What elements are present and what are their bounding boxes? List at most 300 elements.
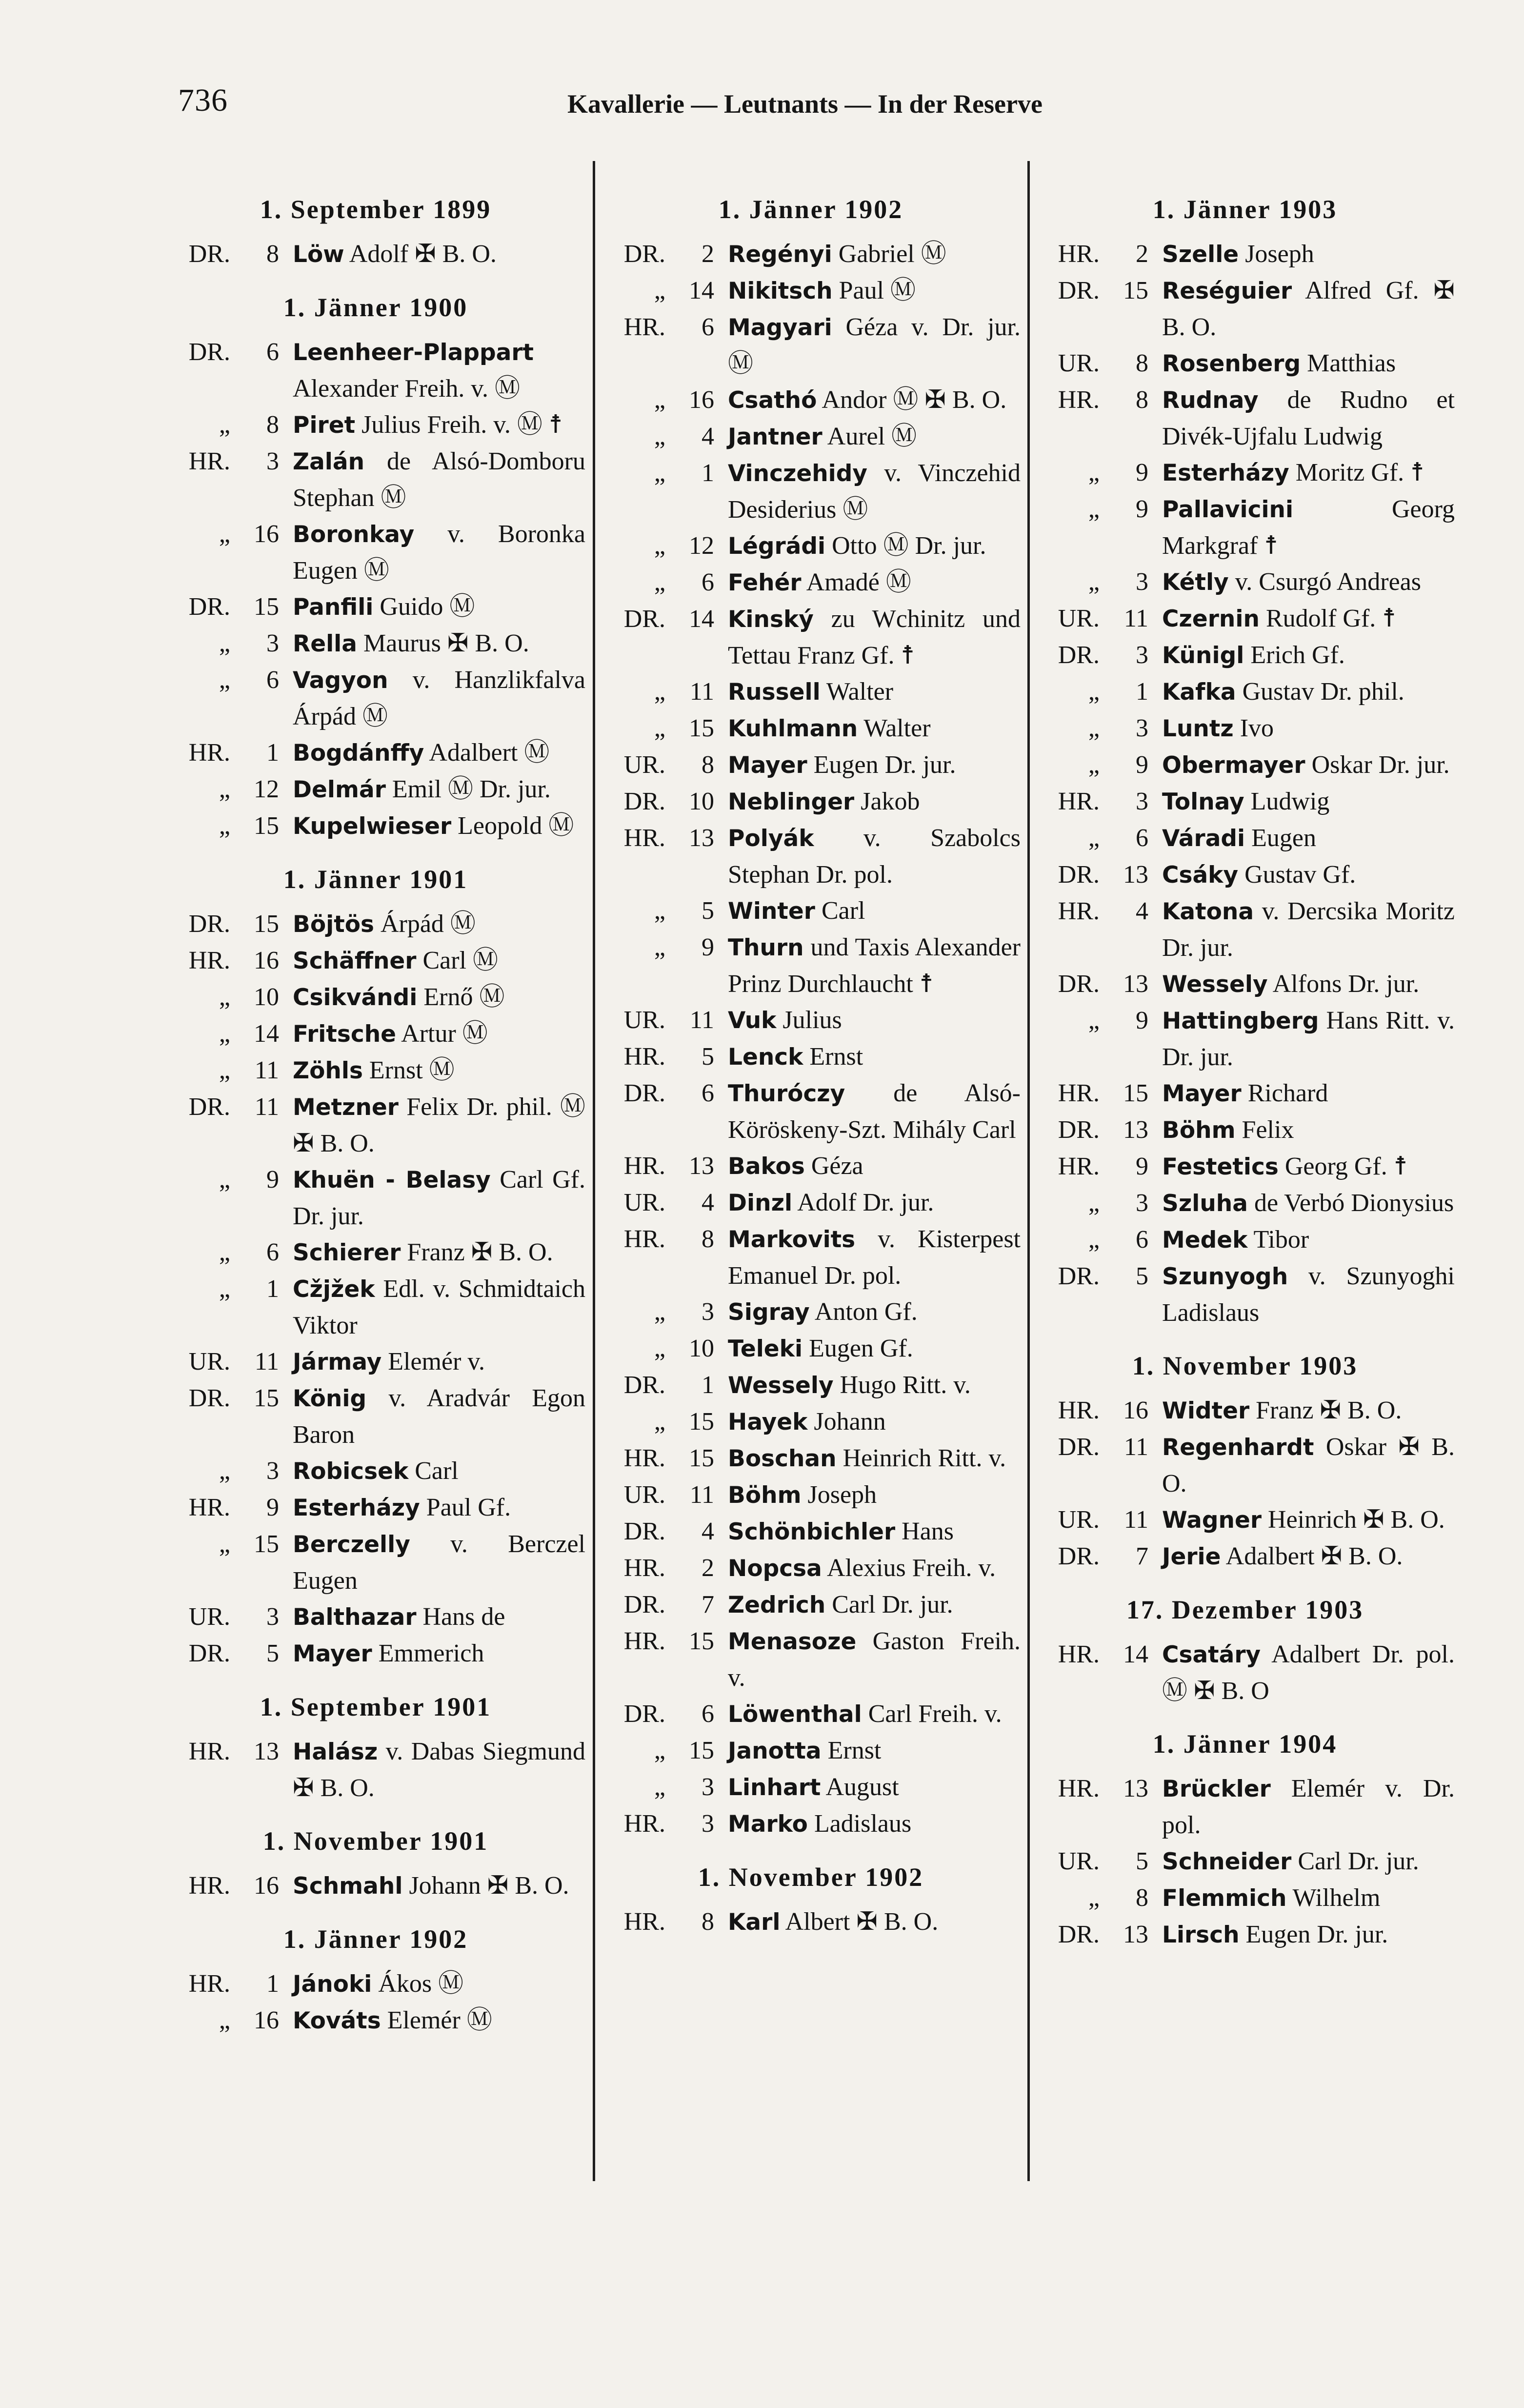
surname: Polyák	[728, 825, 814, 852]
regiment-type: DR.	[623, 1371, 665, 1399]
officer-entry	[166, 1052, 585, 1089]
officer-entry	[1035, 1185, 1455, 1222]
officer-entry	[601, 1367, 1021, 1404]
officer-name	[1162, 1917, 1455, 1953]
name-details: Paul Ⓜ	[832, 277, 916, 304]
officer-name	[728, 1367, 1021, 1404]
regiment-type: HR.	[623, 1627, 665, 1655]
regiment-number: 15	[254, 1384, 279, 1412]
regiment-number: 16	[254, 947, 279, 974]
regiment-type: „	[654, 459, 665, 487]
officer-name	[1162, 1112, 1455, 1149]
officer-name	[728, 784, 1021, 820]
officer-name	[728, 674, 1021, 710]
name-details: Julius Freih. v. Ⓜ ☨	[355, 411, 563, 439]
name-details: Ákos Ⓜ	[372, 1970, 464, 1998]
name-details: Julius	[776, 1006, 842, 1034]
officer-name	[1162, 893, 1455, 966]
regiment-type: HR.	[623, 1554, 665, 1582]
officer-entry	[601, 1404, 1021, 1440]
regiment-type: „	[654, 1773, 665, 1801]
regiment-number: 10	[689, 788, 714, 815]
surname: Rosenberg	[1162, 350, 1301, 377]
surname: Lirsch	[1162, 1922, 1240, 1948]
surname: Jantner	[728, 424, 822, 450]
surname: Csatáry	[1162, 1641, 1261, 1668]
regiment-number: 4	[702, 1518, 714, 1545]
officer-name	[1162, 857, 1455, 893]
officer-entry	[166, 516, 585, 589]
regiment-number: 3	[702, 1773, 714, 1801]
regiment-number: 1	[1136, 678, 1148, 706]
name-details: Alfons Dr. jur.	[1267, 970, 1420, 998]
surname: Böjtös	[293, 911, 374, 938]
officer-entry	[1035, 1880, 1455, 1917]
regiment-type: „	[219, 629, 230, 657]
surname: Neblinger	[728, 789, 855, 815]
regiment-type: DR.	[188, 1093, 230, 1121]
surname: Kupelwieser	[293, 813, 452, 840]
officer-entry	[166, 626, 585, 662]
officer-entry	[601, 382, 1021, 419]
officer-entry	[1035, 1843, 1455, 1880]
name-details: Eugen Dr. jur.	[1239, 1921, 1388, 1948]
officer-entry	[601, 893, 1021, 930]
officer-name	[1162, 1149, 1455, 1185]
surname: Marko	[728, 1811, 808, 1838]
regiment-type: „	[219, 1275, 230, 1303]
regiment-number: 3	[1136, 714, 1148, 742]
regiment-number: 3	[702, 1298, 714, 1326]
regiment-number: 6	[266, 338, 279, 366]
officer-entry	[166, 1380, 585, 1453]
regiment-number: 13	[1123, 1775, 1148, 1802]
regiment-number: 6	[1136, 824, 1148, 852]
officer-name	[293, 626, 585, 662]
name-details: Alexius Freih. v.	[822, 1554, 996, 1582]
regiment-number: 9	[1136, 495, 1148, 523]
officer-entry	[601, 309, 1021, 382]
regiment-number: 2	[702, 1554, 714, 1582]
regiment-type: DR.	[188, 338, 230, 366]
officer-name	[728, 1696, 1021, 1733]
officer-entry	[1035, 710, 1455, 747]
date-section	[601, 191, 1021, 1842]
regiment-number: 1	[266, 1970, 279, 1998]
regiment-type: „	[654, 1335, 665, 1362]
name-details: Carl	[408, 1457, 459, 1485]
regiment-number: 9	[1136, 751, 1148, 779]
regiment-number: 5	[702, 897, 714, 925]
regiment-type: „	[654, 1298, 665, 1326]
surname: Vuk	[728, 1007, 777, 1034]
officer-name	[293, 1089, 585, 1162]
regiment-type: DR.	[623, 240, 665, 268]
regiment-number: 15	[254, 593, 279, 621]
column-1	[166, 181, 585, 2056]
regiment-number: 8	[266, 411, 279, 439]
officer-entry	[166, 943, 585, 979]
officer-name	[293, 906, 585, 943]
regiment-type: HR.	[1058, 1396, 1100, 1424]
name-details: Johann	[807, 1408, 886, 1436]
officer-entry	[1035, 1429, 1455, 1502]
surname: Mayer	[1162, 1080, 1242, 1107]
regiment-type: DR.	[1058, 1433, 1100, 1461]
regiment-type: „	[654, 897, 665, 925]
surname: Thuróczy	[728, 1080, 845, 1107]
surname: Dinzl	[728, 1190, 793, 1216]
name-details: Hans de	[416, 1603, 505, 1631]
name-details: de Alsó-Köröskeny-Szt. Mihály Carl	[728, 1079, 1021, 1144]
officer-name	[1162, 1393, 1455, 1429]
name-details: Ladislaus	[807, 1810, 912, 1838]
regiment-number: 10	[689, 1335, 714, 1362]
regiment-type: DR.	[1058, 1921, 1100, 1948]
regiment-type: DR.	[188, 240, 230, 268]
regiment-type: HR.	[1058, 1640, 1100, 1668]
officer-entry	[601, 601, 1021, 674]
officer-name	[1162, 1502, 1455, 1538]
regiment-type: HR.	[623, 1810, 665, 1838]
regiment-type: HR.	[623, 1444, 665, 1472]
officer-name	[728, 1221, 1021, 1294]
officer-name	[1162, 273, 1455, 345]
name-details: v. Hanzlikfalva Árpád Ⓜ	[293, 666, 585, 730]
surname: Regenhardt	[1162, 1434, 1314, 1461]
regiment-type: HR.	[1058, 788, 1100, 815]
officer-name	[728, 1587, 1021, 1623]
officer-entry	[601, 1039, 1021, 1075]
surname: Markovits	[728, 1226, 856, 1253]
regiment-number: 11	[689, 1481, 714, 1509]
name-details: v. Szunyoghi Ladislaus	[1162, 1262, 1455, 1327]
officer-entry	[166, 1966, 585, 2003]
regiment-number: 13	[689, 824, 714, 852]
surname: Váradi	[1162, 825, 1245, 852]
officer-name	[728, 1331, 1021, 1367]
officer-entry	[1035, 637, 1455, 674]
officer-name	[1162, 382, 1455, 455]
officer-name	[1162, 345, 1455, 382]
name-details: Emmerich	[372, 1639, 484, 1667]
regiment-type: UR.	[623, 1481, 665, 1509]
officer-entry	[166, 1599, 585, 1636]
regiment-type: DR.	[1058, 1116, 1100, 1144]
page-header	[0, 82, 1524, 131]
regiment-number: 6	[1136, 1226, 1148, 1254]
officer-name	[728, 1002, 1021, 1039]
officer-name	[1162, 601, 1455, 637]
officer-name	[1162, 820, 1455, 857]
officer-name	[728, 1477, 1021, 1514]
surname: Nikitsch	[728, 278, 833, 304]
regiment-number: 11	[1123, 1433, 1148, 1461]
surname: Schierer	[293, 1239, 401, 1266]
regiment-type: DR.	[1058, 277, 1100, 304]
officer-entry	[601, 1733, 1021, 1769]
running-title: Kavallerie — Leutnants — In der Reserve	[567, 89, 1043, 119]
name-details: Géza v. Dr. jur. Ⓜ	[728, 313, 1021, 378]
regiment-type: UR.	[1058, 1506, 1100, 1534]
officer-name	[293, 334, 585, 407]
section-date-heading: 1. September 1899	[260, 195, 492, 224]
surname: Halász	[293, 1739, 378, 1765]
name-details: Walter	[858, 714, 931, 742]
name-details: Eugen Dr. jur.	[807, 751, 956, 779]
page-number: 736	[178, 82, 228, 118]
officer-entry	[166, 808, 585, 845]
officer-entry	[601, 1623, 1021, 1696]
name-details: Hans Ritt. v. Dr. jur.	[1162, 1007, 1455, 1071]
officer-entry	[601, 1075, 1021, 1148]
officer-name	[728, 273, 1021, 309]
name-details: Georg Gf. ☨	[1278, 1153, 1408, 1180]
officer-name	[728, 1294, 1021, 1331]
regiment-number: 9	[266, 1494, 279, 1521]
officer-name	[1162, 1222, 1455, 1258]
surname: Sigray	[728, 1299, 810, 1326]
name-details: Alfred Gf. ✠ B. O.	[1162, 277, 1455, 341]
section-date-heading: 1. September 1901	[260, 1692, 492, 1721]
section-date-heading: 1. Jänner 1904	[1152, 1729, 1338, 1759]
name-details: Carl Gf. Dr. jur.	[293, 1166, 585, 1230]
surname: Boschan	[728, 1445, 837, 1472]
name-details: Felix	[1235, 1116, 1294, 1144]
officer-entry	[601, 528, 1021, 565]
officer-name	[293, 979, 585, 1016]
column-3	[1035, 181, 1455, 1970]
regiment-type: DR.	[623, 1518, 665, 1545]
officer-name	[728, 1440, 1021, 1477]
officer-name	[728, 1904, 1021, 1941]
name-details: Erich Gf.	[1244, 641, 1345, 669]
regiment-type: HR.	[623, 1043, 665, 1071]
officer-entry	[1035, 1771, 1455, 1843]
surname: Reséguier	[1162, 278, 1292, 304]
regiment-number: 15	[1123, 277, 1148, 304]
regiment-number: 8	[702, 751, 714, 779]
surname: Hayek	[728, 1409, 808, 1436]
name-details: Albert ✠ B. O.	[780, 1908, 939, 1936]
surname: Khuën - Belasy	[293, 1167, 491, 1194]
regiment-number: 8	[1136, 349, 1148, 377]
regiment-number: 12	[689, 532, 714, 560]
name-details: Elemér Ⓜ	[381, 2006, 492, 2034]
name-details: Artur Ⓜ	[396, 1020, 488, 1048]
regiment-number: 13	[1123, 861, 1148, 889]
officer-entry	[166, 1089, 585, 1162]
surname: Menasoze	[728, 1628, 857, 1655]
officer-entry	[601, 1331, 1021, 1367]
officer-name	[1162, 1637, 1455, 1709]
regiment-type: HR.	[623, 1908, 665, 1936]
date-section	[1035, 1348, 1455, 1575]
officer-entry	[166, 1234, 585, 1271]
officer-name	[1162, 564, 1455, 601]
regiment-type: „	[219, 1020, 230, 1048]
officer-name	[1162, 236, 1455, 273]
regiment-number: 4	[702, 423, 714, 450]
date-section	[166, 1823, 585, 1904]
name-details: Carl Dr. jur.	[1291, 1847, 1419, 1875]
name-details: Adolf ✠ B. O.	[344, 240, 497, 268]
surname: Csathó	[728, 387, 817, 414]
surname: Hattingberg	[1162, 1008, 1319, 1034]
name-details: de Verbó Dionysius	[1247, 1189, 1454, 1217]
regiment-type: „	[1088, 1226, 1100, 1254]
name-details: Adalbert Dr. pol. Ⓜ ✠ B. O	[1162, 1640, 1455, 1705]
officer-entry	[1035, 857, 1455, 893]
name-details: Gustav Dr. phil.	[1236, 678, 1404, 706]
officer-entry	[1035, 345, 1455, 382]
regiment-type: HR.	[188, 947, 230, 974]
regiment-type: „	[1088, 824, 1100, 852]
officer-entry	[1035, 491, 1455, 564]
regiment-number: 5	[1136, 1847, 1148, 1875]
regiment-type: DR.	[1058, 970, 1100, 998]
officer-entry	[1035, 1003, 1455, 1075]
officer-entry	[601, 1440, 1021, 1477]
officer-name	[728, 419, 1021, 455]
officer-entry	[166, 444, 585, 516]
section-date-heading: 1. Jänner 1902	[283, 1924, 468, 1954]
name-details: v. Vinczehid Desiderius Ⓜ	[728, 459, 1021, 524]
officer-name	[728, 601, 1021, 674]
officer-entry	[601, 1696, 1021, 1733]
regiment-number: 15	[254, 812, 279, 840]
officer-name	[293, 808, 585, 845]
regiment-number: 1	[266, 1275, 279, 1303]
officer-entry	[1035, 747, 1455, 784]
officer-entry	[601, 1221, 1021, 1294]
regiment-number: 8	[1136, 1884, 1148, 1912]
regiment-number: 11	[254, 1093, 279, 1121]
regiment-type: DR.	[1058, 1262, 1100, 1290]
name-details: Amadé Ⓜ	[801, 568, 911, 596]
name-details: Carl	[815, 897, 865, 925]
surname: Schönbichler	[728, 1518, 896, 1545]
officer-entry	[601, 1769, 1021, 1806]
regiment-type: HR.	[1058, 897, 1100, 925]
surname: Kétly	[1162, 569, 1229, 596]
surname: Vinczehidy	[728, 460, 868, 487]
officer-entry	[166, 1344, 585, 1380]
officer-name	[728, 1185, 1021, 1221]
regiment-type: „	[654, 714, 665, 742]
regiment-number: 4	[1136, 897, 1148, 925]
regiment-type: UR.	[1058, 605, 1100, 632]
regiment-type: „	[219, 1530, 230, 1558]
regiment-type: „	[654, 386, 665, 414]
name-details: Aurel Ⓜ	[822, 423, 917, 450]
surname: Kinský	[728, 606, 814, 633]
officer-entry	[166, 735, 585, 771]
regiment-number: 14	[689, 605, 714, 633]
surname: Wessely	[1162, 971, 1268, 998]
surname: Thurn	[728, 934, 804, 961]
surname: Regényi	[728, 241, 832, 268]
regiment-number: 8	[702, 1908, 714, 1936]
regiment-type: „	[219, 2006, 230, 2034]
officer-name	[293, 1234, 585, 1271]
regiment-number: 14	[254, 1020, 279, 1048]
regiment-type: „	[654, 277, 665, 304]
regiment-type: HR.	[188, 1872, 230, 1900]
officer-name	[728, 1769, 1021, 1806]
officer-entry	[166, 589, 585, 626]
officer-entry	[1035, 1538, 1455, 1575]
officer-name	[293, 2003, 585, 2039]
regiment-type: DR.	[623, 1700, 665, 1728]
officer-name	[293, 444, 585, 516]
surname: Winter	[728, 898, 815, 925]
surname: Nopcsa	[728, 1555, 822, 1582]
officer-name	[728, 710, 1021, 747]
officer-entry	[601, 784, 1021, 820]
date-section	[1035, 1726, 1455, 1953]
regiment-type: DR.	[188, 1384, 230, 1412]
officer-name	[293, 1453, 585, 1490]
name-details: Paul Gf.	[420, 1494, 511, 1521]
surname: Flemmich	[1162, 1885, 1287, 1912]
officer-name	[293, 1490, 585, 1526]
regiment-type: „	[1088, 459, 1100, 486]
officer-entry	[601, 820, 1021, 893]
officer-name	[293, 735, 585, 771]
regiment-type: „	[1088, 495, 1100, 523]
officer-name	[1162, 1771, 1455, 1843]
officer-name	[293, 407, 585, 444]
officer-entry	[1035, 784, 1455, 820]
name-details: v. Boronka Eugen Ⓜ	[293, 520, 585, 585]
regiment-number: 13	[1123, 1921, 1148, 1948]
officer-entry	[166, 1162, 585, 1234]
regiment-number: 8	[1136, 386, 1148, 414]
officer-name	[728, 1148, 1021, 1185]
name-details: Eugen	[1245, 824, 1317, 852]
name-details: Richard	[1241, 1079, 1328, 1107]
officer-name	[728, 455, 1021, 528]
officer-entry	[601, 236, 1021, 273]
name-details: Elemér v. Dr. pol.	[1162, 1775, 1455, 1839]
officer-entry	[601, 1002, 1021, 1039]
name-details: Rudolf Gf. ☨	[1259, 605, 1396, 632]
surname: Szunyogh	[1162, 1263, 1288, 1290]
officer-name	[728, 1623, 1021, 1696]
surname: Böhm	[728, 1482, 802, 1509]
name-details: Joseph	[1239, 240, 1314, 268]
date-section	[166, 289, 585, 845]
regiment-type: HR.	[1058, 1775, 1100, 1802]
surname: Robicsek	[293, 1458, 409, 1485]
date-section	[166, 1921, 585, 2039]
officer-name	[293, 1526, 585, 1599]
name-details: Jakob	[854, 788, 920, 815]
name-details: Johann ✠ B. O.	[402, 1872, 569, 1900]
name-details: Elemér v.	[381, 1348, 485, 1376]
regiment-number: 6	[702, 1700, 714, 1728]
officer-entry	[1035, 674, 1455, 710]
name-details: Alexander Freih. v. Ⓜ	[293, 375, 520, 403]
regiment-number: 6	[266, 1238, 279, 1266]
officer-name	[728, 1806, 1021, 1842]
name-details: Joseph	[801, 1481, 877, 1509]
officer-name	[1162, 710, 1455, 747]
surname: Kuhlmann	[728, 715, 858, 742]
name-details: Árpád Ⓜ	[374, 910, 476, 938]
regiment-number: 11	[254, 1056, 279, 1084]
